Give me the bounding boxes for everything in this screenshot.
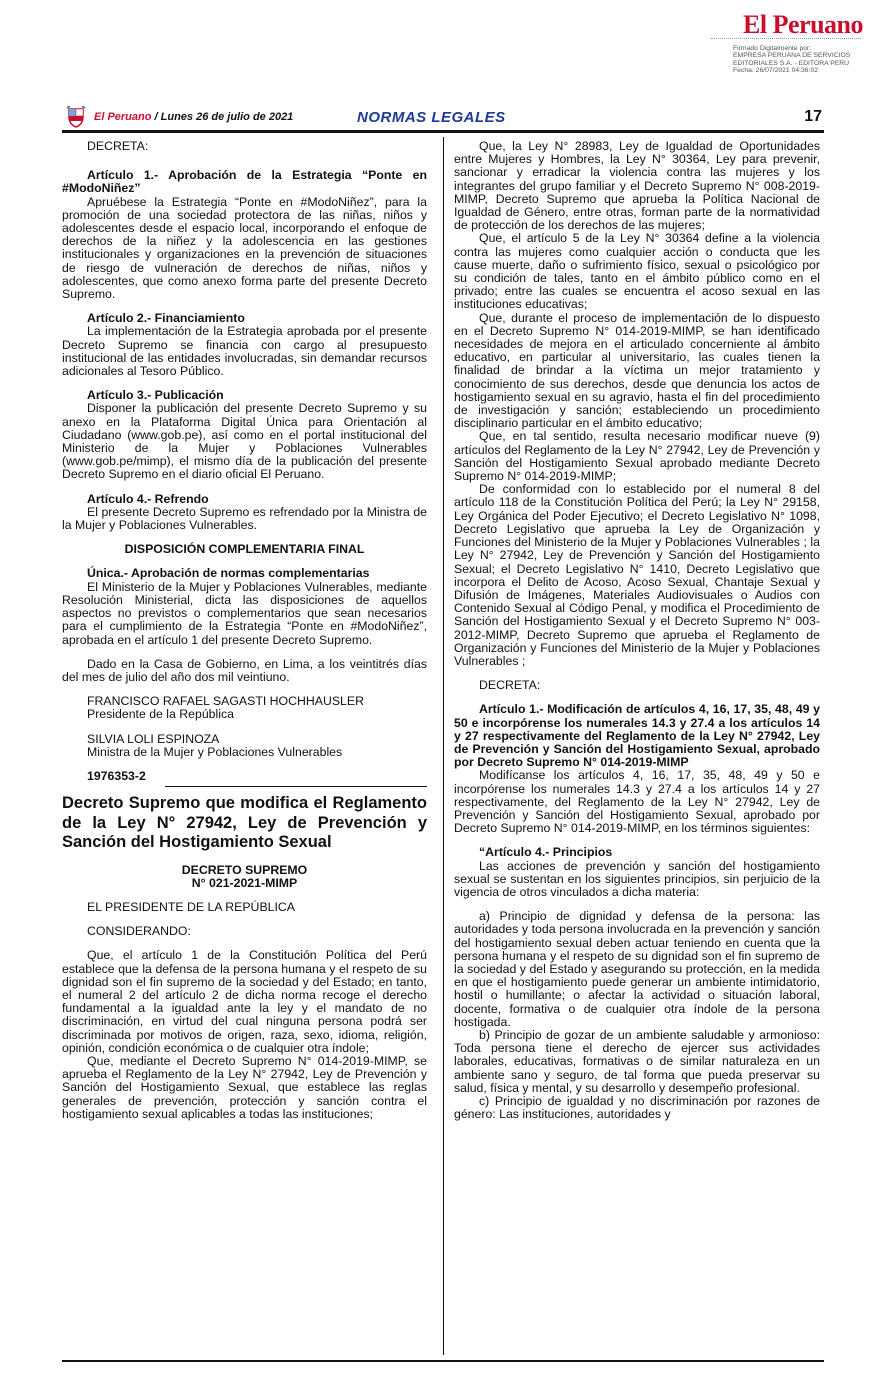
page-number: 17 bbox=[804, 108, 822, 125]
signatory-name: SILVIA LOLI ESPINOZA bbox=[87, 731, 220, 746]
page-header bbox=[62, 106, 824, 130]
article-heading: Artículo 2.- Financiamiento bbox=[87, 311, 245, 326]
title-rule bbox=[165, 786, 427, 787]
signatory-role: Ministra de la Mujer y Poblaciones Vulnerables bbox=[87, 744, 343, 759]
article-heading: Artículo 4.- Refrendo bbox=[87, 491, 209, 506]
article-heading: Artículo 3.- Publicación bbox=[87, 388, 224, 403]
signature-line: EDITORIALES S.A. - EDITORA PERU bbox=[733, 59, 850, 67]
principle-paragraph: a) Principio de dignidad y defensa de la persona: las autoridades y toda persona involucrada en la prevención y sanción del hostigamiento sexual deben actuar teniendo en cuenta que la persona humana y el respeto de su dignidad son el fin supremo de la sociedad y del Estado y asegurando su protección, en la medida en que el hostigamiento puede generar un ambiente intimidatorio, hostil o humillante; o afectar la actividad o situación laboral, docente, formativa o de cualquier otra índole de la persona hostigada. bbox=[454, 909, 820, 1029]
footer-rule bbox=[62, 1360, 824, 1362]
article-body: El Ministerio de la Mujer y Poblaciones Vulnerables, mediante Resolución Ministerial, dicta las disposiciones de aquellos aspectos no previstos o complementarios que sean necesarios para el cumplimiento de la Estrategia “Ponte en #ModoNiñez”, aprobada en el artículo 1 del presente Decreto Supremo. bbox=[62, 579, 427, 647]
article-body: Disponer la publicación del presente Decreto Supremo y su anexo en la Plataforma Digital Única para Orientación al Ciudadano (www.gob.pe), así como en el portal institucional del Ministerio de la Mujer y Poblaciones Vulnerables (www.gob.pe/mimp), el mismo día de la publicación del presente Decreto Supremo en el diario oficial El Peruano. bbox=[62, 401, 427, 482]
considerando-heading: CONSIDERANDO: bbox=[87, 924, 191, 939]
article-body: Apruébese la Estrategia “Ponte en #ModoNiñez”, para la promoción de una sociedad protectora de las niñas, niños y adolescentes desde el espacio local, incorporando el enfoque de derechos de la niñez y la adolescencia en las gestiones institucionales y organizaciones en la prevención de situaciones de riesgo de vulneración de derechos de niñas, niños y adolescentes, que como anexo forma parte del presente Decreto Supremo. bbox=[62, 194, 427, 302]
dado-paragraph: Dado en la Casa de Gobierno, en Lima, a los veintitrés días del mes de julio del año dos mil veintiuno. bbox=[62, 656, 427, 684]
right-column bbox=[454, 140, 820, 1121]
considerando-paragraph: Que, la Ley N° 28983, Ley de Igualdad de Oportunidades entre Mujeres y Hombres, la Ley N° 30364, Ley para prevenir, sancionar y erradicar la violencia contra las mujeres y los integrantes del grupo familiar y el Decreto Supremo N° 008-2019-MIMP, Decreto Supremo que aprueba la Política Nacional de Igualdad de Género, entre otras, forman parte de la normatividad de protección de los derechos de las mujeres; bbox=[454, 139, 820, 233]
signature-line: Firmado Digitalmente por: bbox=[733, 45, 812, 52]
issue-date: / Lunes 26 de julio de 2021 bbox=[154, 111, 294, 123]
principle-paragraph: b) Principio de gozar de un ambiente saludable y armonioso: Toda persona tiene el derecho de ejercer sus actividades laborales, educativas, formativas o de similar naturaleza en un ambiente sano y seguro, de tal forma que pueda preservar su salud, física y mental, y su desarrollo y desempeño profesional. bbox=[454, 1028, 820, 1095]
section-title: NORMAS LEGALES bbox=[357, 109, 506, 126]
decree-title: Decreto Supremo que modifica el Reglamento de la Ley N° 27942, Ley de Prevención y Sanción del Hostigamiento Sexual bbox=[62, 794, 427, 852]
brand-underline bbox=[711, 38, 861, 41]
section-heading: DISPOSICIÓN COMPLEMENTARIA FINAL bbox=[124, 542, 365, 557]
signature-line: EMPRESA PERUANA DE SERVICIOS bbox=[733, 52, 851, 60]
header-rule bbox=[62, 130, 824, 133]
decree-type: DECRETO SUPREMO bbox=[181, 862, 308, 877]
decreta-heading: DECRETA: bbox=[87, 139, 149, 153]
president-line: EL PRESIDENTE DE LA REPÚBLICA bbox=[87, 900, 295, 915]
brand-logo: El Peruano bbox=[743, 10, 863, 39]
decree-number: N° 021-2021-MIMP bbox=[191, 875, 298, 890]
article-heading: Única.- Aprobación de normas complementarias bbox=[87, 566, 370, 581]
publication-code: 1976353-2 bbox=[87, 768, 146, 783]
considerando-paragraph: De conformidad con lo establecido por el numeral 8 del artículo 118 de la Constitución Política del Perú; la Ley N° 29158, Ley Orgánica del Poder Ejecutivo; el Decreto Legislativo N° 1098, Decreto Legislativo que aprueba la Ley de Organización y Funciones del Ministerio de la Mujer y Poblaciones Vulnerables ; la Ley N° 27942, Ley de Prevención y Sanción del Hostigamiento Sexual; el Decreto Legislativo N° 1410, Decreto Legislativo que incorpora el Delito de Acoso, Acoso Sexual, Chantaje Sexual y Difusión de Imágenes, Materiales Audiovisuales o Audios con Contenido Sexual al Código Penal, y modifica el Procedimiento de Sanción del Hostigamiento Sexual y el Decreto Supremo N° 003-2012-MIMP, Decreto Supremo que aprueba el Reglamento de Organización y Funciones del Ministerio de la Mujer y Poblaciones Vulnerables ; bbox=[454, 482, 820, 668]
article-body: La implementación de la Estrategia aprobada por el presente Decreto Supremo se financia con cargo al presupuesto institucional de las entidades involucradas, sin demandar recursos adicionales al Tesoro Público. bbox=[62, 324, 427, 379]
article-body: El presente Decreto Supremo es refrendado por la Ministra de la Mujer y Poblaciones Vulnerables. bbox=[62, 504, 427, 533]
coat-of-arms-icon bbox=[66, 106, 86, 128]
newspaper-name bbox=[94, 111, 293, 123]
considerando-paragraph: Que, en tal sentido, resulta necesario modificar nueve (9) artículos del Reglamento de la Ley N° 27942, Ley de Prevención y Sanción del Hostigamiento Sexual aprobado mediante Decreto Supremo N° 014-2019-MIMP; bbox=[454, 429, 820, 484]
article-heading: Artículo 1.- Modificación de artículos 4, 16, 17, 35, 48, 49 y 50 e incorpórense los numerales 14.3 y 27.4 a los artículos 14 y 27 respectivamente del Reglamento de la Ley N° 27942, Ley de Prevención y Sanción del Hostigamiento Sexual, aprobado por Decreto Supremo N° 014-2019-MIMP bbox=[454, 702, 820, 770]
article-heading: “Artículo 4.- Principios bbox=[479, 845, 613, 860]
article-body: Las acciones de prevención y sanción del hostigamiento sexual se sustentan en los siguientes principios, sin perjuicio de la vigencia de otros vinculados a dicha materia: bbox=[454, 858, 820, 899]
considerando-paragraph: Que, durante el proceso de implementación de lo dispuesto en el Decreto Supremo N° 014-2019-MIMP, se han identificado necesidades de mejora en el articulado concerniente al ámbito educativo, en particular al universitario, las cuales tienen la finalidad de brindar a la víctima un mejor tratamiento y conocimiento de sus derechos, desde que denuncia los actos de hostigamiento sexual en su agravio, hasta el fin del procedimiento de investigación y sanción; estableciendo un procedimiento disciplinario particular en el ámbito educativo; bbox=[454, 310, 820, 431]
decreta-heading: DECRETA: bbox=[479, 678, 541, 693]
signatory-role: Presidente de la República bbox=[87, 707, 234, 722]
article-heading: Artículo 1.- Aprobación de la Estrategia “Ponte en #ModoNiñez” bbox=[62, 168, 427, 196]
left-column bbox=[62, 140, 427, 1121]
signatory-name: FRANCISCO RAFAEL SAGASTI HOCHHAUSLER bbox=[87, 694, 364, 709]
digital-signature bbox=[733, 45, 863, 75]
considerando-paragraph: Que, el artículo 1 de la Constitución Política del Perú establece que la defensa de la persona humana y el respeto de su dignidad son el fin supremo de la sociedad y del Estado; en tanto, el numeral 2 del artículo 2 de dicha norma recoge el derecho fundamental a la igualdad ante la ley y el mandato de no discriminación, en virtud del cual ninguna persona podrá ser discriminada por motivos de origen, raza, sexo, idioma, religión, opinión, condición económica o de cualquier otra índole; bbox=[62, 948, 427, 1055]
column-divider bbox=[443, 137, 444, 1355]
principle-paragraph: c) Principio de igualdad y no discriminación por razones de género: Las instituciones, autoridades y bbox=[454, 1094, 820, 1122]
newspaper-title: El Peruano bbox=[94, 111, 152, 123]
considerando-paragraph: Que, el artículo 5 de la Ley N° 30364 define a la violencia contra las mujeres como cualquier acción o conducta que les cause muerte, daño o sufrimiento físico, sexual o psicológico por su condición de tales, tanto en el ámbito público como en el privado; entre las cuales se encuentra el acoso sexual en las instituciones educativas; bbox=[454, 231, 820, 312]
signature-line: Fecha: 26/07/2021 04:36:02 bbox=[733, 67, 819, 75]
article-body: Modifícanse los artículos 4, 16, 17, 35, 48, 49 y 50 e incorpórense los numerales 14.3 y 27.4 a los artículos 14 y 27 respectivamente, del Reglamento de la Ley N° 27942, Ley de Prevención y Sanción del Hostigamiento Sexual, aprobado por Decreto Supremo N° 014-2019-MIMP, en los términos siguientes: bbox=[454, 768, 820, 836]
considerando-paragraph: Que, mediante el Decreto Supremo N° 014-2019-MIMP, se aprueba el Reglamento de la Ley N° 27942, Ley de Prevención y Sanción del Hostigamiento Sexual, que establece las reglas generales de prevención, protección y sanción contra el hostigamiento sexual aplicables a todas las instituciones; bbox=[62, 1054, 427, 1121]
